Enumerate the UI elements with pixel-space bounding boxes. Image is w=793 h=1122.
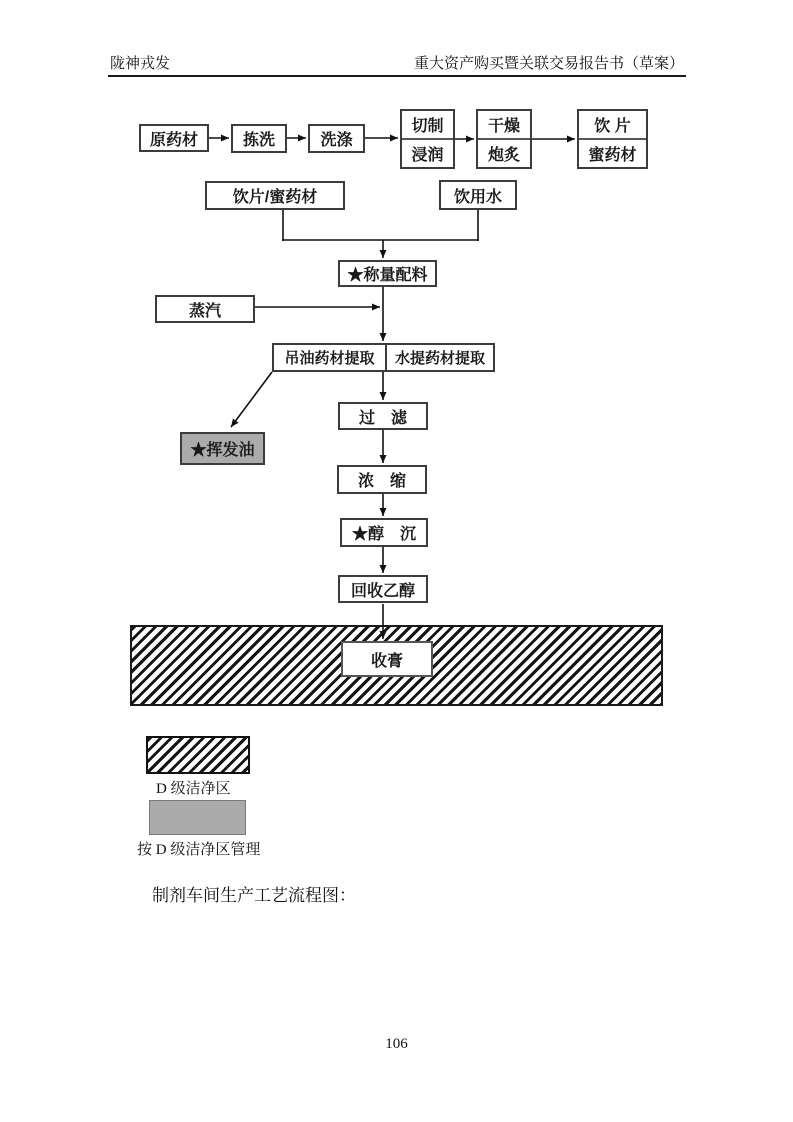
flow-box-drinking-water: 饮用水 <box>439 180 517 210</box>
flow-box-dry-roast <box>476 109 532 169</box>
flow-cell-dry: 干燥 <box>487 118 520 135</box>
flow-cell-soak: 浸润 <box>402 138 453 167</box>
flow-box-weigh: ★称量配料 <box>338 260 437 287</box>
figure-caption: 制剂车间生产工艺流程图： <box>152 886 356 905</box>
header-report-title: 重大资产购买暨关联交易报告书（草案） <box>413 56 684 72</box>
flow-box-collect-paste: 收膏 <box>341 641 433 677</box>
flow-cell-water-extract: 水提药材提取 <box>385 345 493 370</box>
legend-hatch-label: D 级洁净区 <box>156 781 231 797</box>
flow-cell-roast: 炮炙 <box>478 138 530 167</box>
legend-gray-label: 按 D 级洁净区管理 <box>137 842 261 858</box>
flow-cell-cut: 切制 <box>411 118 444 135</box>
connector-extract-to-volatile <box>231 372 272 427</box>
flow-box-cut-soak <box>400 109 455 169</box>
flow-box-slices-honey <box>577 109 648 169</box>
flow-cell-honey: 蜜药材 <box>579 138 646 167</box>
flow-cell-slices: 饮 片 <box>594 118 631 135</box>
header-company: 陇神戎发 <box>110 56 171 72</box>
flow-box-wash: 洗涤 <box>308 124 365 153</box>
flow-box-extraction <box>272 343 495 372</box>
flow-cell-oil-extract: 吊油药材提取 <box>284 350 375 367</box>
flow-box-pick-wash: 拣洗 <box>231 124 287 153</box>
flow-box-raw-material: 原药材 <box>139 124 209 152</box>
flow-box-recover-ethanol: 回收乙醇 <box>338 575 428 603</box>
flow-box-volatile-oil: ★挥发油 <box>180 432 265 465</box>
flow-box-steam: 蒸汽 <box>155 295 255 323</box>
flow-box-filter: 过 滤 <box>338 402 428 430</box>
page-number: 106 <box>385 1036 408 1052</box>
flow-box-alcohol-precip: ★醇 沉 <box>340 518 428 547</box>
flow-box-input-slices: 饮片/蜜药材 <box>205 181 345 210</box>
flow-box-concentrate: 浓 缩 <box>337 465 427 494</box>
